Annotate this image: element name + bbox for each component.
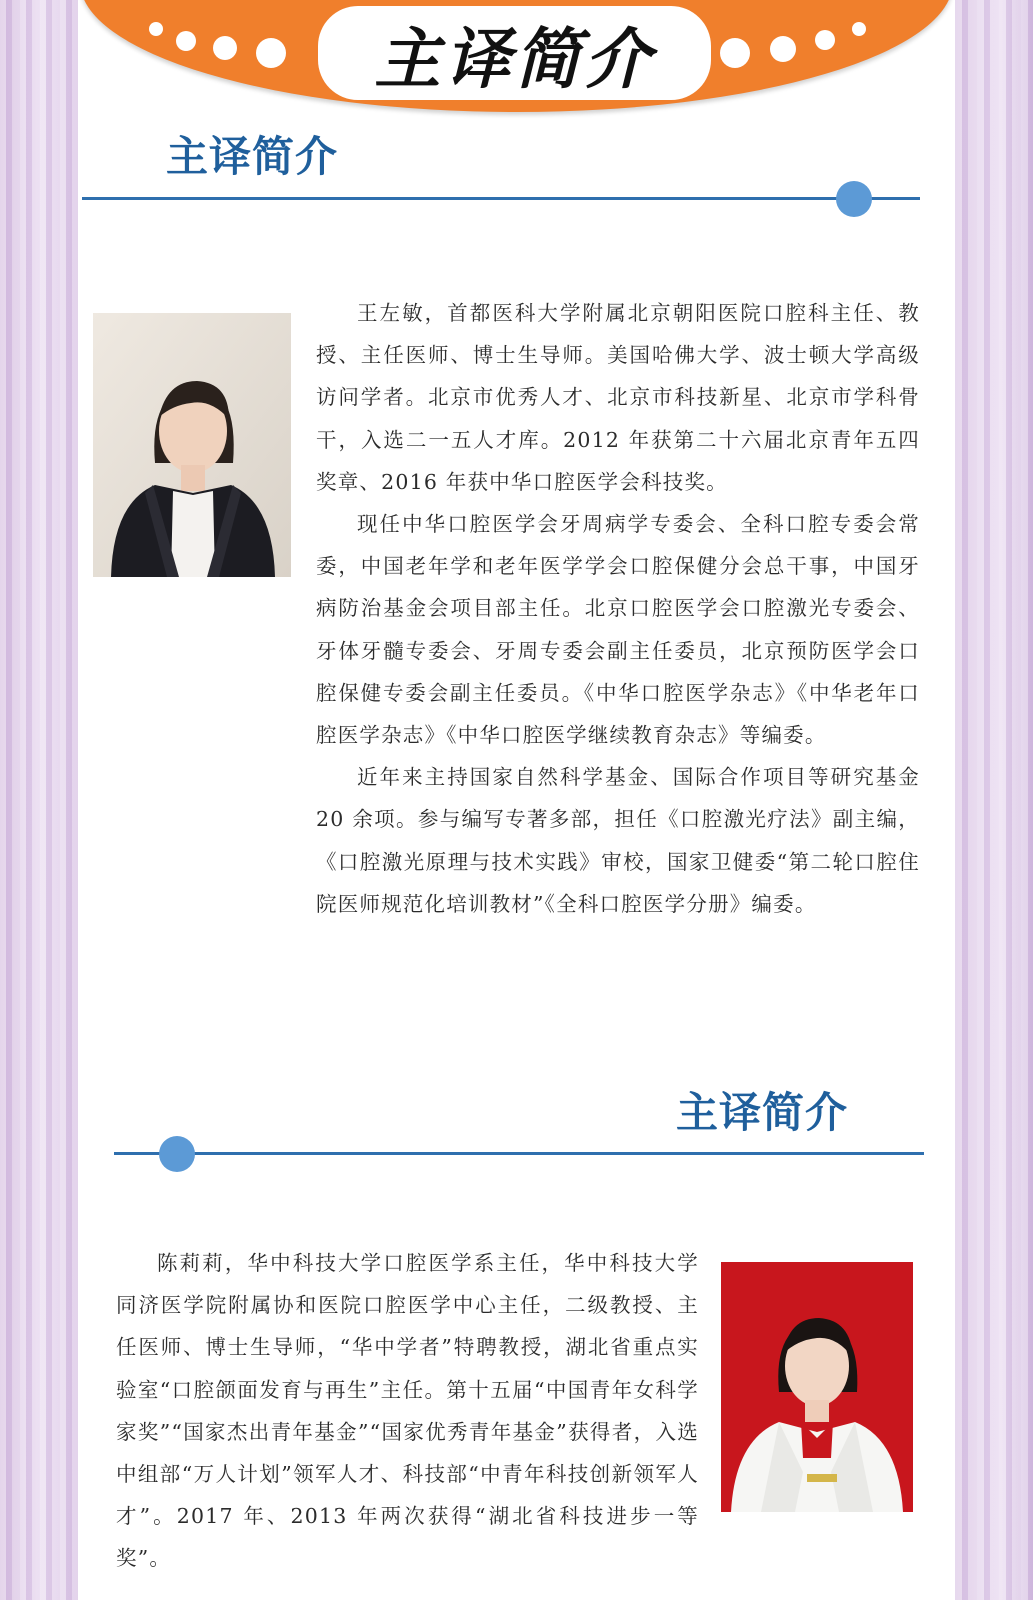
section2-paragraph-1: 陈莉莉，华中科技大学口腔医学系主任，华中科技大学同济医学院附属协和医院口腔医学中心主任，二级教授、主任医师、博士生导师，“华中学者”特聘教授，湖北省重点实验室“口腔颌面发育与再生”主任。第十五届“中国青年女科学家奖”“国家杰出青年基金”“国家优秀青年基金”获得者，入选中组部“万人计划”领军人才、科技部“中青年科技创新领军人才”。2017 年、2013 年两次获得“湖北省科技进步一等奖”。 xyxy=(116,1251,699,1571)
banner-dot xyxy=(815,30,835,50)
banner-dot xyxy=(256,38,286,68)
section1-paragraph-3: 近年来主持国家自然科学基金、国际合作项目等研究基金 20 余项。参与编写专著多部，担任《口腔激光疗法》副主编，《口腔激光原理与技术实践》审校，国家卫健委“第二轮口腔住院医师规范化培训教材”《全科口腔医学分册》编委。 xyxy=(316,765,920,916)
banner-dot xyxy=(852,22,866,36)
banner-dot xyxy=(770,36,796,62)
section2-text xyxy=(116,1242,699,1580)
banner-dot xyxy=(149,22,163,36)
left-decorative-border xyxy=(0,0,78,1600)
right-decorative-border xyxy=(955,0,1033,1600)
section1-photo xyxy=(93,313,291,577)
banner-dot xyxy=(176,31,196,51)
section1-divider xyxy=(82,197,920,200)
section2-divider-dot xyxy=(159,1136,195,1172)
banner-title: 主译简介 xyxy=(318,6,711,100)
section2-photo xyxy=(721,1262,913,1512)
banner-dot xyxy=(720,38,750,68)
banner-dot xyxy=(213,36,237,60)
section1-text xyxy=(316,292,920,925)
section1-paragraph-1: 王左敏，首都医科大学附属北京朝阳医院口腔科主任、教授、主任医师、博士生导师。美国哈佛大学、波士顿大学高级访问学者。北京市优秀人才、北京市科技新星、北京市学科骨干，入选二一五人才库。2012 年获第二十六届北京青年五四奖章、2016 年获中华口腔医学会科技奖。 xyxy=(316,301,920,494)
section1-divider-dot xyxy=(836,181,872,217)
section2-divider xyxy=(114,1152,924,1155)
section2-heading: 主译简介 xyxy=(676,1088,849,1137)
portrait-woman-1 xyxy=(93,313,291,577)
portrait-woman-2 xyxy=(721,1262,913,1512)
section1-paragraph-2: 现任中华口腔医学会牙周病学专委会、全科口腔专委会常委，中国老年学和老年医学学会口腔保健分会总干事，中国牙病防治基金会项目部主任。北京口腔医学会口腔激光专委会、牙体牙髓专委会、牙周专委会副主任委员，北京预防医学会口腔保健专委会副主任委员。《中华口腔医学杂志》《中华老年口腔医学杂志》《中华口腔医学继续教育杂志》等编委。 xyxy=(316,512,920,748)
section1-heading: 主译简介 xyxy=(166,132,339,181)
